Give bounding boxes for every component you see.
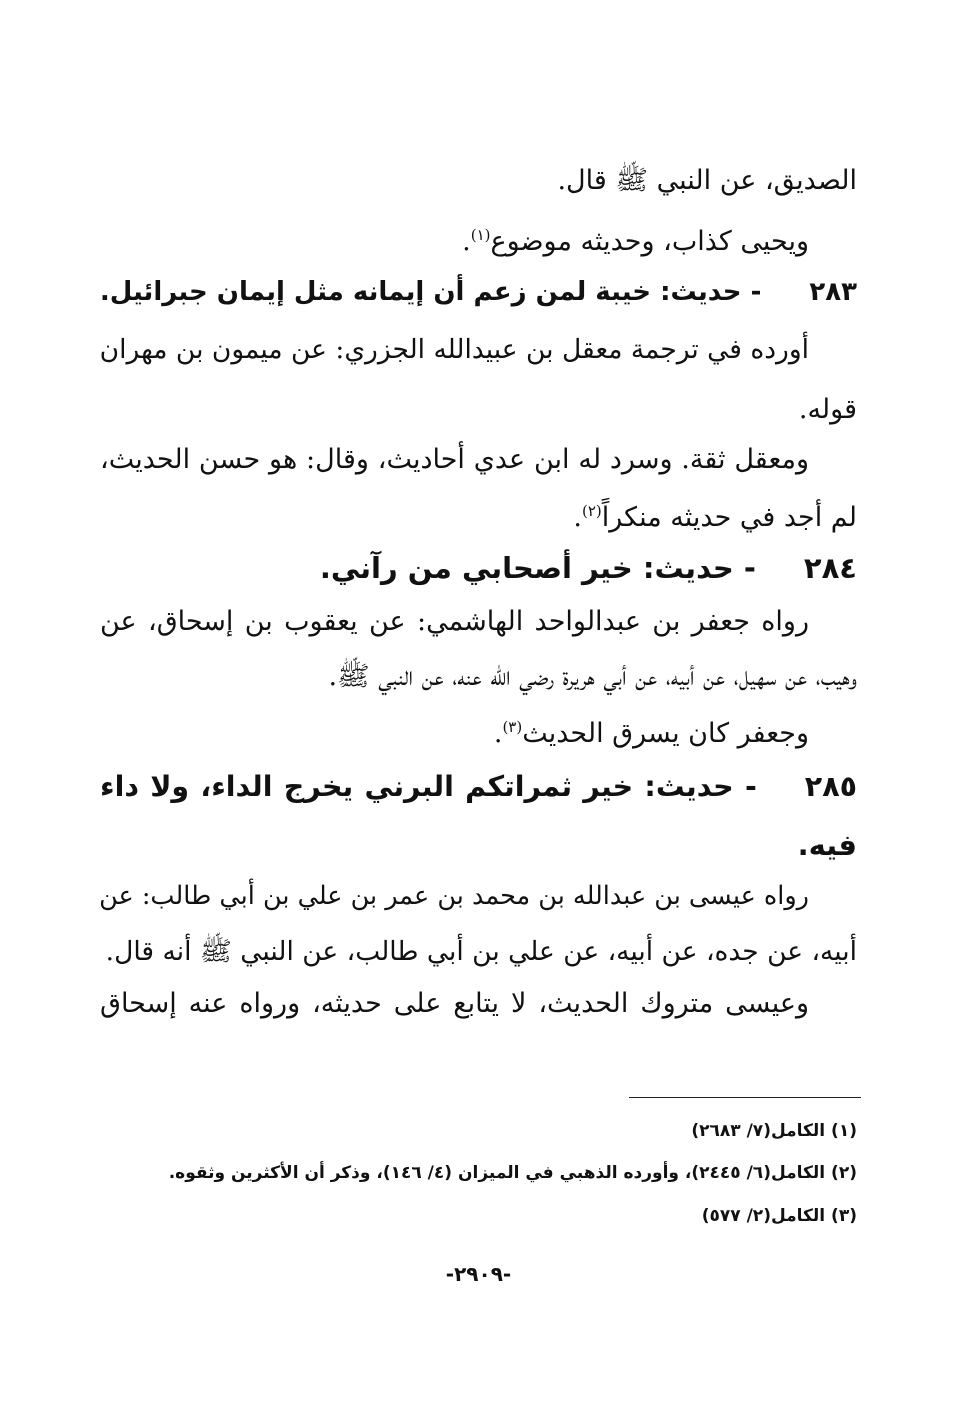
line-11-text: أبيه، عن جده، عن أبيه، عن علي بن أبي طالب، عن النبي ﷺ أنه قال.: [105, 936, 857, 967]
line-6-end: .: [573, 502, 582, 533]
text-line-9: [100, 714, 857, 754]
text-line-3: [100, 330, 857, 370]
line-9-end: .: [493, 718, 503, 749]
text-line-6: [100, 498, 857, 538]
line-2-text: ويحيى كذاب، وحديثه موضوع: [490, 226, 809, 257]
line-1-text: الصديق، عن النبي ﷺ قال.: [557, 165, 857, 196]
hadith-283-title: حديث: خيبة لمن زعم أن إيمانه مثل إيمان جبرائيل.: [99, 277, 742, 307]
text-line-1: [100, 161, 857, 201]
footnote-ref-2: (٢): [581, 502, 602, 520]
hadith-283-number: ٢٨٣-: [750, 277, 857, 307]
text-line-2: [100, 222, 857, 262]
hadith-285-heading-continued: [100, 824, 857, 866]
line-3-text: أورده في ترجمة معقل بن عبيدالله الجزري: عن ميمون بن مهران: [99, 334, 809, 365]
text-line-7: [100, 602, 857, 642]
text-line-10: [100, 876, 857, 916]
hadith-284-title: حديث: خير أصحابي من رآني.: [319, 551, 734, 585]
footnote-1: (١) الكامل(٧/ ٢٦٨٣): [691, 1121, 857, 1141]
hadith-285-title-end: فيه.: [797, 828, 857, 862]
text-line-11: [100, 932, 857, 972]
hadith-284-heading: [100, 547, 857, 589]
line-2-end: .: [462, 226, 471, 257]
text-line-5: [100, 440, 857, 480]
line-9-text: وجعفر كان يسرق الحديث: [522, 718, 809, 749]
hadith-283-heading: [100, 271, 857, 313]
footnote-separator: [629, 1097, 861, 1098]
line-10-text: رواه عيسى بن عبدالله بن محمد بن عمر بن علي بن أبي طالب: عن: [99, 881, 809, 911]
footnote-2: (٢) الكامل(٦/ ٢٤٤٥)، وأورده الذهبي في الميزان (٤/ ١٤٦)، وذكر أن الأكثرين وثقوه.: [168, 1163, 857, 1183]
line-8-text: وهيب، عن سهيل، عن أبيه، عن أبي هريرة رضي الله عنه، عن النبي ﷺ.: [328, 661, 857, 692]
line-4-text: قوله.: [798, 394, 857, 425]
hadith-285-number: ٢٨٥-: [744, 770, 857, 803]
line-12-text: وعيسى متروك الحديث، لا يتابع على حديثه، ورواه عنه إسحاق: [100, 988, 809, 1019]
page-number: -٢٩٠٩-: [445, 1262, 512, 1286]
text-line-8: [100, 657, 857, 697]
hadith-285-title: حديث: خير ثمراتكم البرني يخرج الداء، ولا داء: [100, 770, 734, 803]
hadith-284-number: ٢٨٤-: [743, 551, 857, 585]
footnote-ref-1: (١): [470, 226, 491, 244]
text-line-4: [100, 390, 857, 430]
footnote-3: (٣) الكامل(٢/ ٥٧٧): [701, 1206, 857, 1226]
line-7-text: رواه جعفر بن عبدالواحد الهاشمي: عن يعقوب بن إسحاق، عن: [100, 606, 809, 637]
line-5-text: ومعقل ثقة. وسرد له ابن عدي أحاديث، وقال: هو حسن الحديث،: [100, 444, 809, 475]
hadith-285-heading: [100, 766, 857, 808]
footnote-ref-3: (٣): [502, 718, 523, 736]
text-line-12: [100, 984, 857, 1024]
line-6-text: لم أجد في حديثه منكراً: [601, 502, 857, 533]
